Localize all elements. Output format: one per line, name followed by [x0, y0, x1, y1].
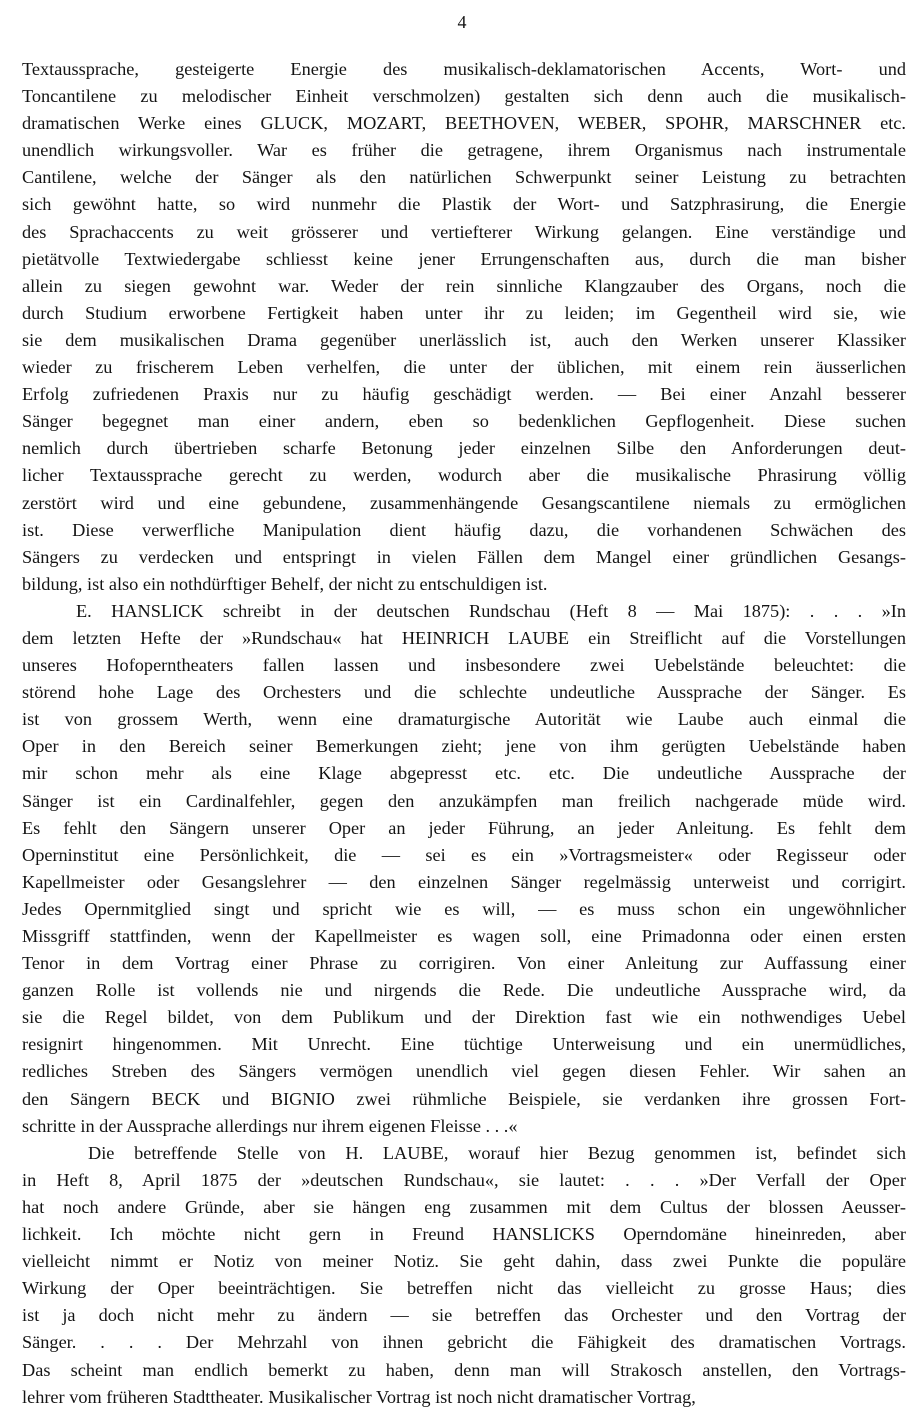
text-line: Cantilene, welche der Sänger als den natürlichen Schwerpunkt seiner Leistung zu betrachten — [22, 167, 906, 188]
text-line: wieder zu frischerem Leben verhelfen, die unter der üblichen, mit einem rein äusserlichen — [22, 357, 906, 378]
text-line: pietätvolle Textwiedergabe schliesst keine jener Errungenschaften aus, durch die man bisher — [22, 248, 906, 269]
text-line: vielleicht nimmt er Notiz von meiner Notiz. Sie geht dahin, dass zwei Punkte die populäre — [22, 1251, 906, 1272]
text-line: hat noch andere Gründe, aber sie hängen eng zusammen mit dem Cultus der blossen Aeusser- — [22, 1196, 906, 1217]
page-number: 4 — [457, 12, 467, 32]
text-line: ist von grossem Werth, wenn eine dramaturgische Autorität wie Laube auch einmal die — [22, 709, 906, 730]
text-line: Oper in den Bereich seiner Bemerkungen zieht; jene von ihm gerügten Uebelstände haben — [22, 736, 906, 757]
text-line: dem letzten Hefte der »Rundschau« hat HEINRICH LAUBE ein Streiflicht auf die Vorstellungen — [22, 627, 906, 648]
text-line: Sänger begegnet man einer andern, eben so bedenklichen Gepflogenheit. Diese suchen — [22, 411, 906, 432]
text-line: dramatischen Werke eines GLUCK, MOZART, BEETHOVEN, WEBER, SPOHR, MARSCHNER etc. — [22, 113, 906, 134]
text-line: Wirkung der Oper beeinträchtigen. Sie betreffen nicht das vielleicht zu grosse Haus; dies — [22, 1278, 906, 1299]
text-line: lichkeit. Ich möchte nicht gern in Freund HANSLICKS Operndomäne hineinreden, aber — [22, 1224, 906, 1245]
text-line: Sänger ist ein Cardinalfehler, gegen den anzukämpfen man freilich nachgerade müde wird. — [22, 790, 906, 811]
text-line: ist. Diese verwerfliche Manipulation dient häufig dazu, die vorhandenen Schwächen des — [22, 519, 906, 540]
paragraph — [22, 598, 906, 1140]
text-line: störend hohe Lage des Orchesters und die schlechte undeutliche Aussprache der Sänger. Es — [22, 682, 906, 703]
text-line: unendlich wirkungsvoller. War es früher die getragene, ihrem Organismus nach instrumentale — [22, 140, 906, 161]
text-line: Missgriff stattfinden, wenn der Kapellmeister es wagen soll, eine Primadonna oder einen ersten — [22, 926, 906, 946]
text-line: Kapellmeister oder Gesangslehrer — den einzelnen Sänger regelmässig unterweist und corrigirt. — [22, 871, 906, 892]
text-line: in Heft 8, April 1875 der »deutschen Rundschau«, sie lautet: . . . »Der Verfall der Oper — [22, 1169, 906, 1190]
text-line: schritte in der Aussprache allerdings nur ihrem eigenen Fleisse . . .« — [22, 1115, 518, 1136]
paragraph — [22, 1140, 906, 1411]
text-line: Jedes Opernmitglied singt und spricht wie es will, — es muss schon ein ungewöhnlicher — [22, 898, 906, 919]
text-line: den Sängern BECK und BIGNIO zwei rühmliche Beispiele, sie verdanken ihre grossen Fort- — [22, 1088, 906, 1109]
text-line: ist ja doch nicht mehr zu ändern — sie betreffen das Orchester und den Vortrag der — [22, 1305, 906, 1326]
text-line: sie dem musikalischen Drama gegenüber unerlässlich ist, auch den Werken unserer Klassiker — [22, 329, 906, 350]
text-line: mir schon mehr als eine Klage abgepresst etc. etc. Die undeutliche Aussprache der — [22, 763, 906, 784]
text-line: redliches Streben des Sängers vermögen unendlich viel gegen diesen Fehler. Wir sahen an — [22, 1061, 906, 1082]
text-line: Die betreffende Stelle von H. LAUBE, worauf hier Bezug genommen ist, befindet sich — [88, 1142, 906, 1163]
text-line: Textaussprache, gesteigerte Energie des musikalisch-deklamatorischen Accents, Wort- und — [22, 59, 906, 79]
page-text — [22, 56, 906, 1411]
text-line: Es fehlt den Sängern unserer Oper an jeder Führung, an jeder Anleitung. Es fehlt dem — [22, 817, 906, 838]
text-line: durch Studium erworbene Fertigkeit haben unter ihr zu leiden; im Gegentheil wird sie, wie — [22, 302, 906, 323]
paragraph — [22, 56, 906, 598]
text-line: ganzen Rolle ist vollends nie und nirgends die Rede. Die undeutliche Aussprache wird, da — [22, 980, 906, 1001]
text-line: licher Textaussprache gerecht zu werden, wodurch aber die musikalische Phrasirung völlig — [22, 465, 906, 486]
text-line: E. HANSLICK schreibt in der deutschen Rundschau (Heft 8 — Mai 1875): . . . »In — [76, 600, 906, 621]
text-line: unseres Hofoperntheaters fallen lassen und insbesondere zwei Uebelstände beleuchtet: die — [22, 655, 906, 676]
text-line: nemlich durch übertrieben scharfe Betonung jeder einzelnen Silbe den Anforderungen deut- — [22, 438, 906, 459]
text-line: zerstört wird und eine gebundene, zusammenhängende Gesangscantilene niemals zu ermöglichen — [22, 492, 906, 513]
text-line: bildung, ist also ein nothdürftiger Behelf, der nicht zu entschuldigen ist. — [22, 573, 548, 594]
text-line: sich gewöhnt hatte, so wird nunmehr die Plastik der Wort- und Satzphrasirung, die Energie — [22, 194, 906, 215]
text-line: Toncantilene zu melodischer Einheit verschmolzen) gestalten sich denn auch die musikalisch- — [22, 86, 906, 107]
text-line: allein zu siegen gewohnt war. Weder der rein sinnliche Klangzauber des Organs, noch die — [22, 275, 906, 296]
text-line: lehrer vom früheren Stadttheater. Musikalischer Vortrag ist noch nicht dramatischer Vortrag, — [22, 1386, 696, 1407]
text-line: Erfolg zufriedenen Praxis nur zu häufig geschädigt werden. — Bei einer Anzahl besserer — [22, 384, 906, 405]
text-line: Sängers zu verdecken und entspringt in vielen Fällen dem Mangel einer gründlichen Gesangs- — [22, 546, 906, 567]
text-line: sie die Regel bildet, von dem Publikum und der Direktion fast wie ein nothwendiges Uebel — [22, 1007, 906, 1028]
text-line: Sänger. . . . Der Mehrzahl von ihnen gebricht die Fähigkeit des dramatischen Vortrags. — [22, 1332, 906, 1353]
text-line: des Sprachaccents zu weit grösserer und vertiefterer Wirkung gelangen. Eine verständige und — [22, 221, 906, 242]
text-line: Tenor in dem Vortrag einer Phrase zu corrigiren. Von einer Anleitung zur Auffassung einer — [22, 953, 906, 974]
text-line: Operninstitut eine Persönlichkeit, die — sei es ein »Vortragsmeister« oder Regisseur oder — [22, 844, 906, 865]
text-line: resignirt hingenommen. Mit Unrecht. Eine tüchtige Unterweisung und ein unermüdliches, — [22, 1034, 906, 1055]
text-line: Das scheint man endlich bemerkt zu haben, denn man will Strakosch anstellen, den Vortrags- — [22, 1359, 906, 1380]
